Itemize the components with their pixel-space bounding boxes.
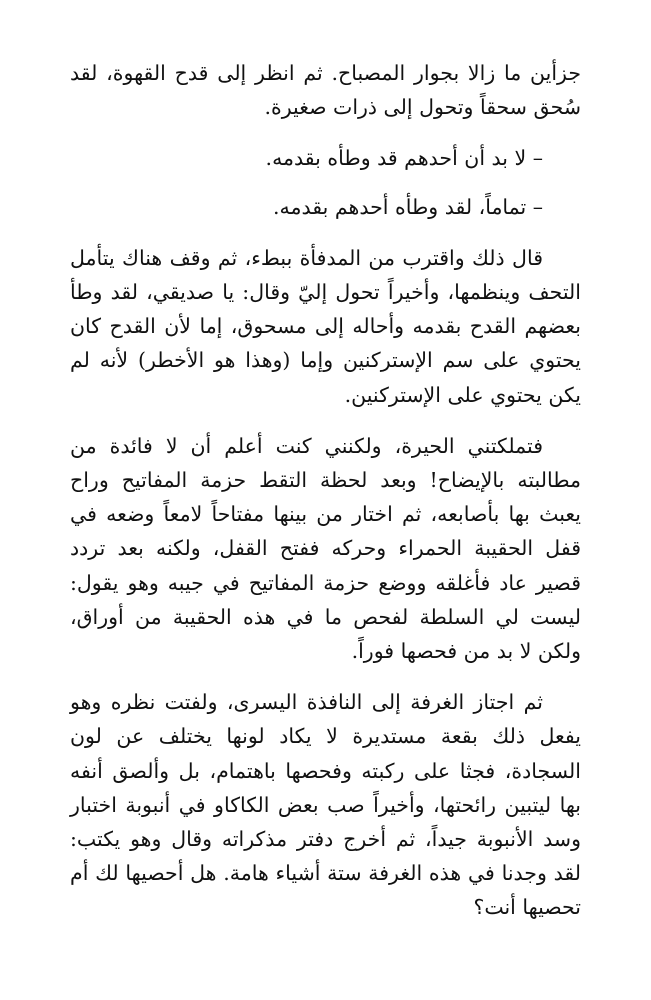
paragraph-continuation: جزأين ما زالا بجوار المصباح. ثم انظر إلى قدح القهوة، لقد سُحق سحقاً وتحول إلى ذرات صغيرة. bbox=[70, 61, 581, 120]
paragraph-keys: فتملكتني الحيرة، ولكنني كنت أعلم أن لا فائدة من مطالبته بالإيضاح! وبعد لحظة التقط حزمة المفاتيح وراح يعبث بها بأصابعه، ثم اختار من بينها مفتاحاً لامعاً وضعه في قفل الحقيبة الحمراء وحركه ففتح القفل، ولكنه بعد تردد قصير عاد فأغلقه ووضع حزمة المفاتيح في جيبه وهو يقول: ليست لي السلطة لفحص ما في هذه الحقيبة من أوراق، ولكن لا بد من فحصها فوراً. bbox=[70, 433, 581, 664]
paragraph-window: ثم اجتاز الغرفة إلى النافذة اليسرى، ولفتت نظره وهو يفعل ذلك بقعة مستديرة لا يكاد لونها يختلف عن لون السجادة، فجثا على ركبته وفحصها باهتمام، بل وألصق أنفه بها ليتبين رائحتها، وأخيراً صب بعض الكاكاو في أنبوبة اختبار وسد الأنبوبة جيداً، ثم أخرج دفتر مذكراته وقال وهو يكتب: لقد وجدنا في هذه الغرفة ستة أشياء هامة. هل أحصيها لك أم تحصيها أنت؟ bbox=[70, 690, 581, 920]
paragraph-fireplace: قال ذلك واقترب من المدفأة ببطء، ثم وقف هناك يتأمل التحف وينظمها، وأخيراً تحول إليّ وقال: يا صديقي، لقد وطأ بعضهم القدح بقدمه وأحاله إلى مسحوق، إما لأن القدح كان يحتوي على سم الإستركنين وإما (وهذا هو الأخطر) لأنه لم يكن يحتوي على الإستركنين. bbox=[70, 245, 581, 407]
dialogue-line-2: – تماماً، لقد وطأه أحدهم بقدمه. bbox=[273, 194, 543, 219]
dialogue-line-1: – لا بد أن أحدهم قد وطأه بقدمه. bbox=[265, 146, 543, 171]
book-page bbox=[70, 56, 581, 925]
